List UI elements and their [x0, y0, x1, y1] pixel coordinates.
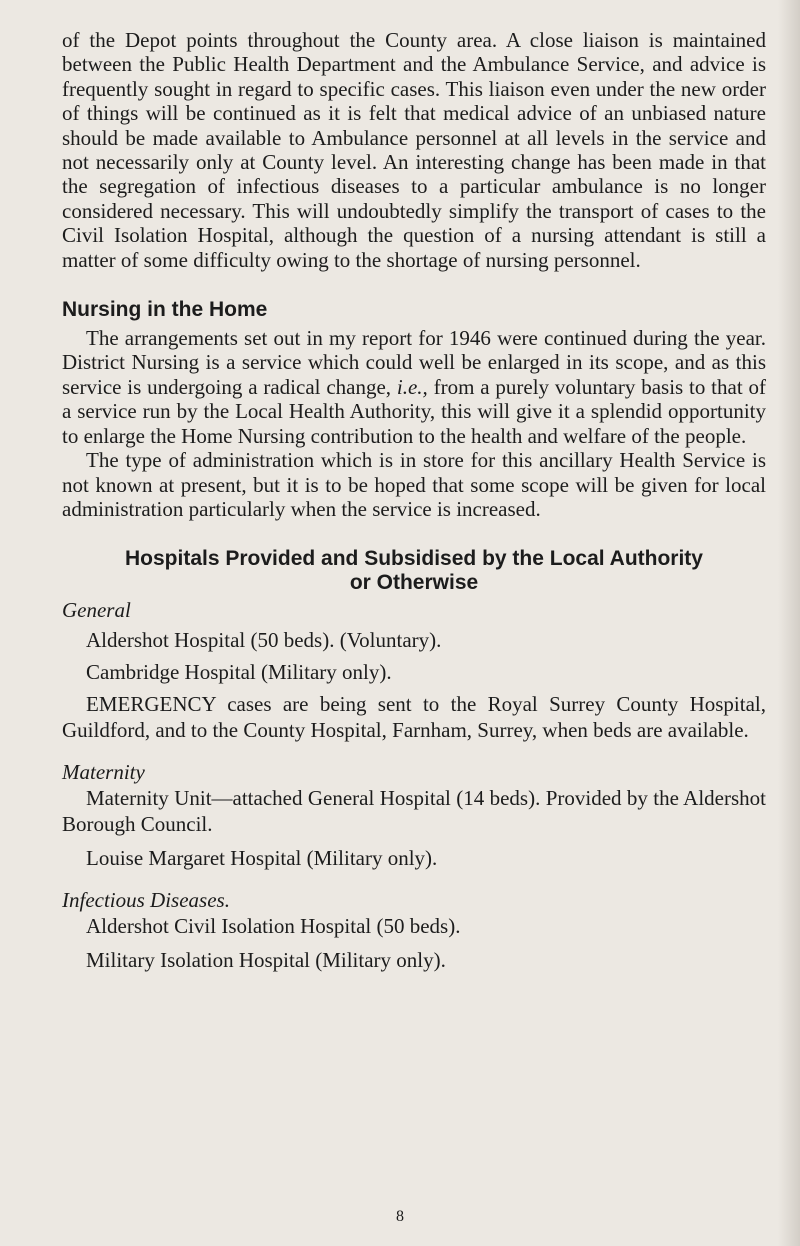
hospitals-heading-line-1: Hospitals Provided and Subsidised by the Local Authority	[125, 547, 703, 571]
infectious-subheading: Infectious Diseases.	[62, 888, 230, 913]
hospitals-heading	[62, 547, 766, 595]
page-number: 8	[396, 1208, 404, 1225]
hospitals-heading-line-2: or Otherwise	[349, 571, 479, 595]
maternity-entry-1: Maternity Unit—attached General Hospital (14 beds). Provided by the Aldershot Borough Council.	[62, 786, 766, 837]
general-subheading: General	[62, 598, 131, 623]
general-entry-3: EMERGENCY cases are being sent to the Royal Surrey County Hospital, Guildford, and to the County Hospital, Farnham, Surrey, when beds are available.	[62, 692, 766, 743]
nursing-paragraph-2: The type of administration which is in store for this ancillary Health Service is not known at present, but it is to be hoped that some scope will be given for local administration particularly when the service is increased.	[62, 448, 766, 521]
page-edge-shadow	[778, 0, 800, 1246]
maternity-entry-2: Louise Margaret Hospital (Military only).	[86, 846, 438, 871]
general-entry-2: Cambridge Hospital (Military only).	[86, 660, 392, 685]
nursing-paragraph-1: The arrangements set out in my report for 1946 were continued during the year. District Nursing is a service which could well be enlarged in its scope, and as this service is undergoing a radical change, i.e., from a purely voluntary basis to that of a service run by the Local Health Authority, this will give it a splendid opportunity to enlarge the Home Nursing contribution to the health and welfare of the people.	[62, 326, 766, 448]
intro-paragraph: of the Depot points throughout the County area. A close liaison is maintained between the Public Health Department and the Ambulance Service, and advice is frequently sought in regard to specific cases. This liaison even under the new order of things will be continued as it is felt that medical advice of an unbiased nature should be made available to Ambulance personnel at all levels in the service and not necessarily only at County level. An interesting change has been made in that the segregation of infectious diseases to a particular ambulance is no longer considered necessary. This will undoubtedly simplify the transport of cases to the Civil Isolation Hospital, although the question of a nursing attendant is still a matter of some difficulty owing to the shortage of nursing personnel.	[62, 28, 766, 272]
general-entry-1: Aldershot Hospital (50 beds). (Voluntary).	[86, 628, 442, 653]
nursing-heading: Nursing in the Home	[62, 298, 268, 322]
maternity-subheading: Maternity	[62, 760, 145, 785]
infectious-entry-2: Military Isolation Hospital (Military only).	[86, 948, 446, 973]
infectious-entry-1: Aldershot Civil Isolation Hospital (50 beds).	[86, 914, 461, 939]
